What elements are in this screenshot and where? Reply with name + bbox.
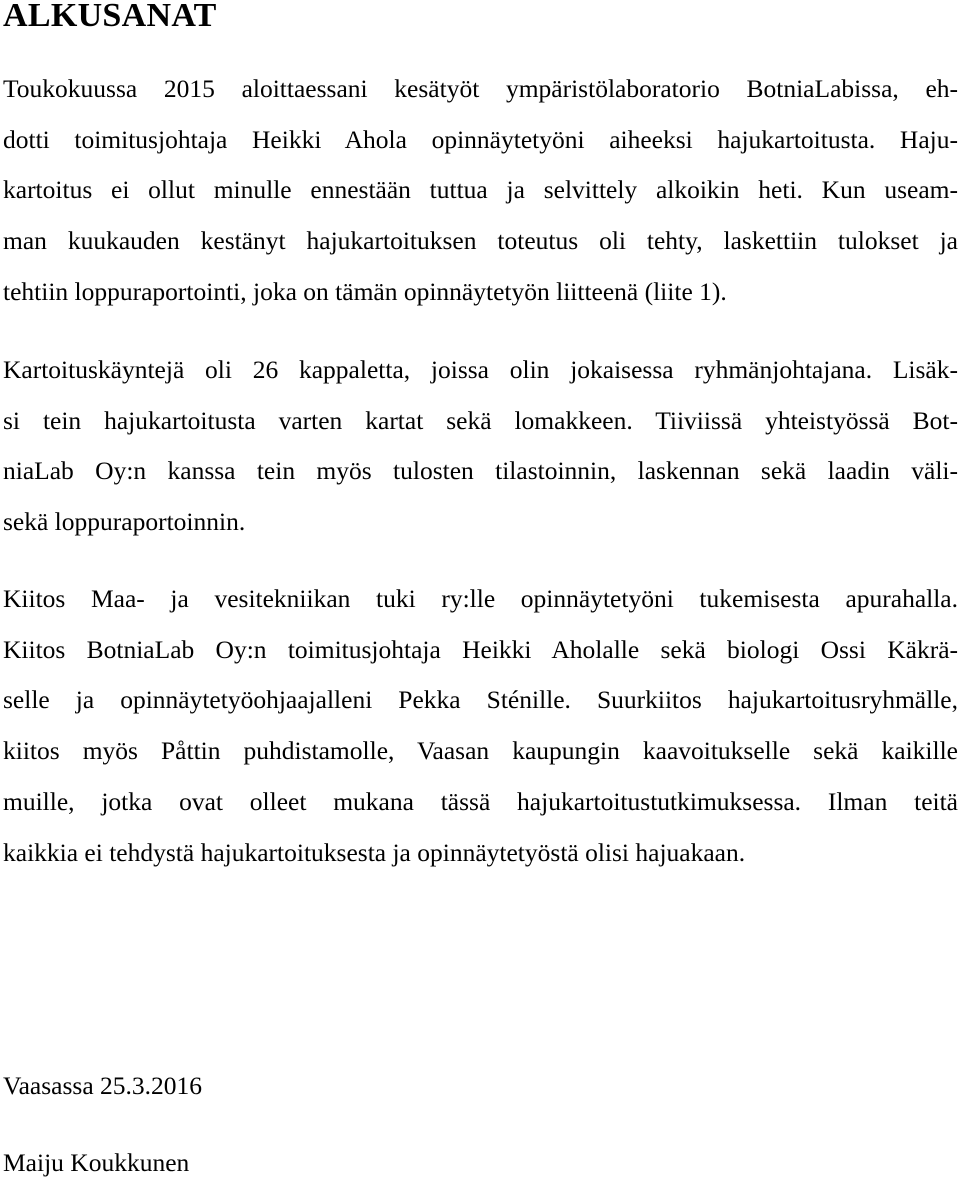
text-line: Toukokuussa 2015 aloittaessani kesätyöt ympäristölaboratorio BotniaLabissa, eh- bbox=[3, 74, 958, 103]
text-line: tehtiin loppuraportointi, joka on tämän opinnäytetyön liitteenä (liite 1). bbox=[3, 276, 727, 306]
place-date: Vaasassa 25.3.2016 bbox=[3, 1071, 203, 1100]
text-line: Kartoituskäyntejä oli 26 kappaletta, joissa olin jokaisessa ryhmänjohtajana. Lisäk- bbox=[3, 355, 958, 384]
text-line: muille, jotka ovat olleet mukana tässä hajukartoitustutkimuksessa. Ilman teitä bbox=[3, 786, 958, 816]
text-line: man kuukauden kestänyt hajukartoituksen toteutus oli tehty, laskettiin tulokset ja bbox=[3, 226, 958, 256]
paragraph-intro bbox=[3, 64, 958, 318]
text-line: si tein hajukartoitusta varten kartat sekä lomakkeen. Tiiviissä yhteistyössä Bot- bbox=[3, 405, 958, 435]
text-line: sekä loppuraportoinnin. bbox=[3, 507, 246, 537]
paragraph-work bbox=[3, 345, 958, 548]
signature-name: Maiju Koukkunen bbox=[3, 1148, 190, 1177]
text-line: kiitos myös Påttin puhdistamolle, Vaasan kaupungin kaavoitukselle sekä kaikille bbox=[3, 736, 958, 766]
text-line: niaLab Oy:n kanssa tein myös tulosten tilastoinnin, laskennan sekä laadin väli- bbox=[3, 456, 958, 486]
paragraph-thanks bbox=[3, 574, 958, 878]
text-line: Kiitos BotniaLab Oy:n toimitusjohtaja Heikki Aholalle sekä biologi Ossi Käkrä- bbox=[3, 634, 958, 664]
text-line: dotti toimitusjohtaja Heikki Ahola opinnäytetyöni aiheeksi hajukartoitusta. Haju- bbox=[3, 124, 958, 154]
text-line: kaikkia ei tehdystä hajukartoituksesta ja opinnäytetyöstä olisi hajuakaan. bbox=[3, 837, 746, 867]
text-line: kartoitus ei ollut minulle ennestään tuttua ja selvittely alkoikin heti. Kun useam- bbox=[3, 175, 958, 205]
text-line: Kiitos Maa- ja vesitekniikan tuki ry:lle opinnäytetyöni tukemisesta apurahalla. bbox=[3, 584, 958, 613]
page-title: ALKUSANAT bbox=[3, 0, 217, 34]
text-line: selle ja opinnäytetyöohjaajalleni Pekka Sténille. Suurkiitos hajukartoitusryhmälle, bbox=[3, 685, 958, 715]
